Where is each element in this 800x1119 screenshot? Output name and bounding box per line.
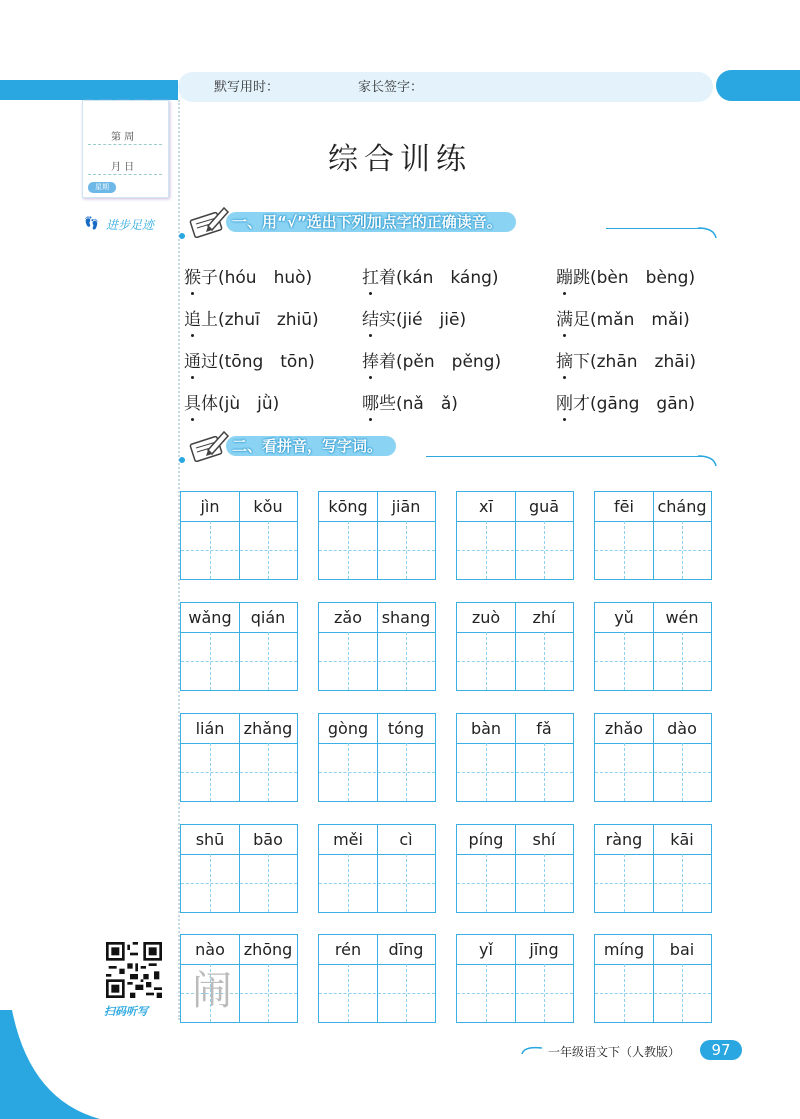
pinyin-syllable: míng (603, 940, 645, 959)
line-curve (698, 226, 718, 240)
grid-divider (239, 603, 240, 690)
grid-guide (319, 772, 435, 773)
grid-guide (457, 550, 573, 551)
reading-item: 摘下(zhān zhāi) (556, 352, 696, 372)
grid-divider (239, 825, 240, 912)
section2-header (186, 430, 716, 460)
pinyin-syllable: zuò (471, 608, 501, 627)
ring-icon (92, 92, 100, 100)
grid-divider (377, 492, 378, 579)
pinyin-syllable: jiān (391, 497, 421, 516)
pinyin-syllable: xī (479, 497, 493, 516)
pinyin-syllable: zhōng (243, 940, 293, 959)
page-number: 97 (700, 1040, 742, 1060)
pinyin-syllable: wǎng (188, 608, 232, 627)
pinyin-syllable: bāo (253, 830, 283, 849)
pinyin-syllable: shang (381, 608, 431, 627)
reading-item: 哪些(nǎ ǎ) (362, 394, 458, 414)
pinyin-syllable: fēi (614, 497, 634, 516)
pinyin-syllable: cì (399, 830, 413, 849)
grid-divider (377, 603, 378, 690)
reading-item: 通过(tōng tōn) (184, 352, 315, 372)
word-grid-box[interactable] (180, 713, 298, 802)
scan-to-dictate-label: 扫码听写 (104, 1005, 148, 1018)
pinyin-syllable: qián (250, 608, 286, 627)
grid-guide (595, 772, 711, 773)
grid-guide (319, 661, 435, 662)
grid-guide (181, 550, 297, 551)
pinyin-syllable: dīng (388, 940, 424, 959)
book-title: 一年级语文下（人教版） (548, 1045, 681, 1059)
word-grid-box[interactable] (594, 824, 712, 913)
word-grid-box[interactable] (594, 491, 712, 580)
word-grid-box[interactable] (318, 824, 436, 913)
word-grid-box[interactable] (456, 491, 574, 580)
grid-guide (595, 550, 711, 551)
section2-heading: 二、看拼音，写字词。 (226, 436, 396, 456)
reading-item: 满足(mǎn mǎi) (556, 310, 690, 330)
dictation-time-label: 默写用时： (214, 80, 280, 95)
reading-item: 具体(jù jǜ) (184, 394, 280, 414)
word-grid-box[interactable] (180, 491, 298, 580)
pencil-book-icon (186, 430, 230, 462)
grid-divider (515, 714, 516, 801)
section1-heading: 一、用“√”选出下列加点字的正确读音。 (226, 212, 516, 232)
word-grid-box[interactable] (594, 602, 712, 691)
pinyin-syllable: zǎo (334, 608, 362, 627)
calendar-weekday-badge: 星期 (88, 182, 116, 193)
pinyin-syllable: tóng (387, 719, 425, 738)
pinyin-syllable: bai (669, 940, 695, 959)
calendar-month-day-label: 月 日 (111, 162, 135, 173)
grid-divider (515, 825, 516, 912)
grid-divider (377, 935, 378, 1022)
word-grid-box[interactable] (318, 713, 436, 802)
pinyin-syllable: shí (532, 830, 556, 849)
pinyin-syllable: kǒu (253, 497, 283, 516)
ring-icon (110, 92, 118, 100)
section1-header (186, 206, 716, 236)
pinyin-syllable: shū (195, 830, 225, 849)
word-grid-box[interactable] (456, 602, 574, 691)
pinyin-syllable: jìn (200, 497, 220, 516)
word-grid-box[interactable] (180, 602, 298, 691)
reading-item: 结实(jié jiē) (362, 310, 467, 330)
sample-traced-character: 闹 (192, 968, 232, 1014)
qr-code-icon[interactable] (106, 942, 162, 998)
parent-sign-label: 家长签字： (358, 80, 424, 95)
grid-divider (653, 714, 654, 801)
word-grid-box[interactable] (456, 934, 574, 1023)
pinyin-syllable: gòng (327, 719, 369, 738)
pinyin-syllable: yǔ (614, 608, 634, 627)
grid-guide (319, 550, 435, 551)
corner-decoration (0, 1010, 100, 1119)
grid-divider (515, 935, 516, 1022)
word-grid-box[interactable] (594, 713, 712, 802)
reading-item: 刚才(gāng gān) (556, 394, 696, 414)
grid-guide (595, 883, 711, 884)
grid-guide (457, 883, 573, 884)
pinyin-syllable: ràng (605, 830, 643, 849)
grid-guide (457, 661, 573, 662)
pinyin-syllable: jīng (529, 940, 559, 959)
reading-item: 猴子(hóu huò) (184, 268, 313, 288)
pinyin-syllable: fǎ (536, 719, 552, 738)
grid-divider (377, 714, 378, 801)
pinyin-syllable: cháng (657, 497, 707, 516)
ring-icon (146, 92, 154, 100)
reading-item: 追上(zhuī zhiū) (184, 310, 319, 330)
pinyin-syllable: bàn (470, 719, 502, 738)
grid-guide (319, 993, 435, 994)
progress-label: 进步足迹 (106, 218, 155, 232)
pinyin-syllable: zhí (532, 608, 556, 627)
pinyin-syllable: guā (528, 497, 560, 516)
grid-guide (181, 883, 297, 884)
grid-guide (181, 772, 297, 773)
grid-guide (319, 883, 435, 884)
section-line (606, 228, 706, 229)
grid-guide (181, 661, 297, 662)
section-dot (179, 233, 185, 239)
grid-guide (595, 661, 711, 662)
word-grid-box[interactable] (594, 934, 712, 1023)
word-grid-box[interactable] (456, 713, 574, 802)
pinyin-syllable: dào (667, 719, 697, 738)
grid-divider (653, 492, 654, 579)
grid-divider (653, 825, 654, 912)
section-dot (179, 457, 185, 463)
grid-divider (653, 935, 654, 1022)
grid-divider (515, 492, 516, 579)
pinyin-syllable: rén (334, 940, 362, 959)
pinyin-syllable: nào (195, 940, 225, 959)
line-curve (698, 454, 718, 468)
section-line (426, 456, 706, 457)
pinyin-syllable: kōng (328, 497, 368, 516)
pinyin-syllable: píng (468, 830, 504, 849)
word-grid-box[interactable] (180, 824, 298, 913)
word-grid-box[interactable] (318, 602, 436, 691)
reading-item: 蹦跳(bèn bèng) (556, 268, 696, 288)
top-bar-right (716, 70, 800, 101)
grid-divider (377, 825, 378, 912)
pinyin-syllable: zhǎo (604, 719, 644, 738)
reading-item: 捧着(pěn pěng) (362, 352, 502, 372)
calendar-week-label: 第 周 (111, 132, 135, 143)
grid-guide (457, 993, 573, 994)
pinyin-syllable: kāi (670, 830, 694, 849)
grid-divider (653, 603, 654, 690)
word-grid-box[interactable] (456, 824, 574, 913)
word-grid-box[interactable] (318, 491, 436, 580)
ring-icon (128, 92, 136, 100)
pinyin-syllable: wén (665, 608, 699, 627)
grid-divider (239, 714, 240, 801)
grid-divider (515, 603, 516, 690)
reading-item: 扛着(kán káng) (362, 268, 499, 288)
pinyin-syllable: zhǎng (243, 719, 293, 738)
pinyin-syllable: měi (333, 830, 363, 849)
grid-guide (457, 772, 573, 773)
grid-guide (595, 993, 711, 994)
footprints-icon: 👣 (84, 216, 99, 230)
pinyin-syllable: yǐ (479, 940, 493, 959)
footer-curve (520, 1044, 544, 1056)
word-grid-box[interactable] (318, 934, 436, 1023)
page-title: 综合训练 (328, 142, 472, 177)
pencil-book-icon (186, 206, 230, 238)
pinyin-syllable: lián (195, 719, 225, 738)
grid-divider (239, 492, 240, 579)
